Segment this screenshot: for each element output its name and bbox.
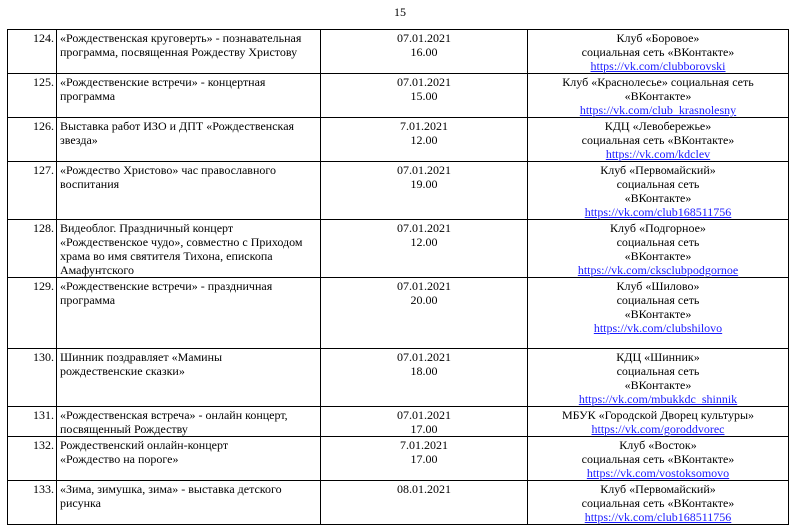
venue-line: Клуб «Восток»: [619, 438, 697, 452]
table-row: [8, 162, 789, 220]
venue-line: социальная сеть «ВКонтакте»: [581, 133, 735, 147]
venue-line: Клуб «Подгорное»: [610, 221, 706, 235]
venue-line: Клуб «Первомайский»: [600, 163, 716, 177]
event-datetime: [321, 30, 528, 74]
event-datetime: [321, 118, 528, 162]
row-number: 128.: [8, 220, 57, 278]
event-venue: [528, 349, 789, 407]
event-date: 07.01.2021: [397, 75, 451, 89]
event-title-line: Выставка работ ИЗО и ДПТ «Рождественская: [60, 119, 295, 133]
venue-line: «ВКонтакте»: [624, 378, 692, 392]
event-date: 07.01.2021: [397, 279, 451, 293]
event-title-line: «Рождественские встречи» - концертная: [60, 75, 266, 89]
venue-link[interactable]: https://vk.com/vostoksomovo: [586, 466, 730, 480]
event-time: 17.00: [410, 422, 438, 436]
event-date: 07.01.2021: [397, 408, 451, 422]
event-title-line: «Рождественское чудо», совместно с Приходом: [60, 235, 303, 249]
table-row: [8, 220, 789, 278]
event-title: [57, 74, 321, 118]
event-title-line: Амафунтского: [60, 263, 134, 277]
table-row: [8, 349, 789, 407]
event-venue: [528, 162, 789, 220]
venue-line: социальная сеть «ВКонтакте»: [581, 452, 735, 466]
event-time: 18.00: [410, 364, 438, 378]
event-title-line: программа, посвященная Рождеству Христову: [60, 45, 298, 59]
event-time: 20.00: [410, 293, 438, 307]
event-title: [57, 30, 321, 74]
event-title-line: программа: [60, 89, 116, 103]
event-title: [57, 162, 321, 220]
table-row: [8, 118, 789, 162]
event-datetime: [321, 74, 528, 118]
event-datetime: [321, 407, 528, 437]
event-title-line: Шинник поздравляет «Мамины: [60, 350, 223, 364]
row-number: 132.: [8, 437, 57, 481]
event-title-line: «Рождественские встречи» - праздничная: [60, 279, 273, 293]
venue-link[interactable]: https://vk.com/kdclev: [605, 147, 711, 161]
event-venue: [528, 118, 789, 162]
event-date: 08.01.2021: [397, 482, 451, 496]
event-title-line: посвященный Рождеству: [60, 422, 188, 436]
event-title-line: «Зима, зимушка, зима» - выставка детского: [60, 482, 282, 496]
event-date: 7.01.2021: [400, 119, 448, 133]
event-date: 07.01.2021: [397, 350, 451, 364]
venue-link[interactable]: https://vk.com/clubborovski: [590, 59, 726, 73]
venue-line: «ВКонтакте»: [624, 307, 692, 321]
event-datetime: [321, 220, 528, 278]
event-datetime: [321, 162, 528, 220]
venue-line: социальная сеть: [616, 235, 700, 249]
venue-line: Клуб «Шилово»: [616, 279, 700, 293]
venue-line: социальная сеть «ВКонтакте»: [581, 45, 735, 59]
event-date: 07.01.2021: [397, 163, 451, 177]
row-number: 127.: [8, 162, 57, 220]
venue-link[interactable]: https://vk.com/club168511756: [584, 510, 732, 524]
event-title: [57, 220, 321, 278]
table-row: [8, 30, 789, 74]
row-number: 131.: [8, 407, 57, 437]
event-datetime: [321, 481, 528, 525]
venue-line: «ВКонтакте»: [624, 249, 692, 263]
venue-link[interactable]: https://vk.com/cksclubpodgornoe: [577, 263, 739, 277]
event-datetime: [321, 349, 528, 407]
event-time: 12.00: [410, 235, 438, 249]
venue-line: Клуб «Краснолесье» социальная сеть: [562, 75, 754, 89]
event-time: 16.00: [410, 45, 438, 59]
table-row: [8, 74, 789, 118]
venue-line: МБУК «Городской Дворец культуры»: [561, 408, 755, 422]
event-title-line: рождественские сказки»: [60, 364, 185, 378]
row-number: 124.: [8, 30, 57, 74]
event-title-line: рисунка: [60, 496, 101, 510]
venue-link[interactable]: https://vk.com/clubshilovo: [593, 321, 723, 335]
event-datetime: [321, 278, 528, 349]
venue-line: «ВКонтакте»: [624, 191, 692, 205]
venue-line: Клуб «Первомайский»: [600, 482, 716, 496]
event-venue: [528, 220, 789, 278]
table-row: [8, 278, 789, 349]
venue-link[interactable]: https://vk.com/mbukkdc_shinnik: [578, 392, 738, 406]
event-title-line: воспитания: [60, 177, 120, 191]
events-table: [7, 29, 789, 525]
venue-line: КДЦ «Левобережье»: [604, 119, 712, 133]
venue-line: «ВКонтакте»: [624, 89, 692, 103]
venue-line: социальная сеть: [616, 293, 700, 307]
row-number: 125.: [8, 74, 57, 118]
page-number: 15: [394, 5, 406, 19]
venue-link[interactable]: https://vk.com/club_krasnolesny: [579, 103, 737, 117]
venue-link[interactable]: https://vk.com/goroddvorec: [591, 422, 725, 436]
event-title: [57, 407, 321, 437]
table-row: [8, 407, 789, 437]
event-venue: [528, 481, 789, 525]
event-title-line: «Рождество Христово» час православного: [60, 163, 277, 177]
event-venue: [528, 74, 789, 118]
venue-link[interactable]: https://vk.com/club168511756: [584, 205, 732, 219]
event-title-line: звезда»: [60, 133, 98, 147]
event-date: 07.01.2021: [397, 31, 451, 45]
venue-line: социальная сеть «ВКонтакте»: [581, 496, 735, 510]
event-time: 15.00: [410, 89, 438, 103]
event-title-line: Видеоблог. Праздничный концерт: [60, 221, 234, 235]
event-title-line: «Рождественская встреча» - онлайн концерт,: [60, 408, 288, 422]
venue-line: Клуб «Боровое»: [616, 31, 700, 45]
event-title-line: Рождественский онлайн-концерт: [60, 438, 229, 452]
event-date: 07.01.2021: [397, 221, 451, 235]
row-number: 133.: [8, 481, 57, 525]
event-time: 17.00: [410, 452, 438, 466]
event-title: [57, 437, 321, 481]
event-title: [57, 481, 321, 525]
event-title-line: программа: [60, 293, 116, 307]
event-title: [57, 118, 321, 162]
event-title-line: храма во имя святителя Тихона, епископа: [60, 249, 273, 263]
event-venue: [528, 278, 789, 349]
event-title: [57, 278, 321, 349]
venue-line: КДЦ «Шинник»: [616, 350, 700, 364]
event-venue: [528, 407, 789, 437]
venue-line: социальная сеть: [616, 177, 700, 191]
venue-line: социальная сеть: [616, 364, 700, 378]
event-time: 12.00: [410, 133, 438, 147]
event-title: [57, 349, 321, 407]
table-row: [8, 437, 789, 481]
event-title-line: «Рождество на пороге»: [60, 452, 179, 466]
event-venue: [528, 30, 789, 74]
row-number: 129.: [8, 278, 57, 349]
row-number: 130.: [8, 349, 57, 407]
event-time: 19.00: [410, 177, 438, 191]
event-title-line: «Рождественская круговерть» - познавательная: [60, 31, 302, 45]
table-row: [8, 481, 789, 525]
event-date: 7.01.2021: [400, 438, 448, 452]
event-venue: [528, 437, 789, 481]
event-datetime: [321, 437, 528, 481]
row-number: 126.: [8, 118, 57, 162]
